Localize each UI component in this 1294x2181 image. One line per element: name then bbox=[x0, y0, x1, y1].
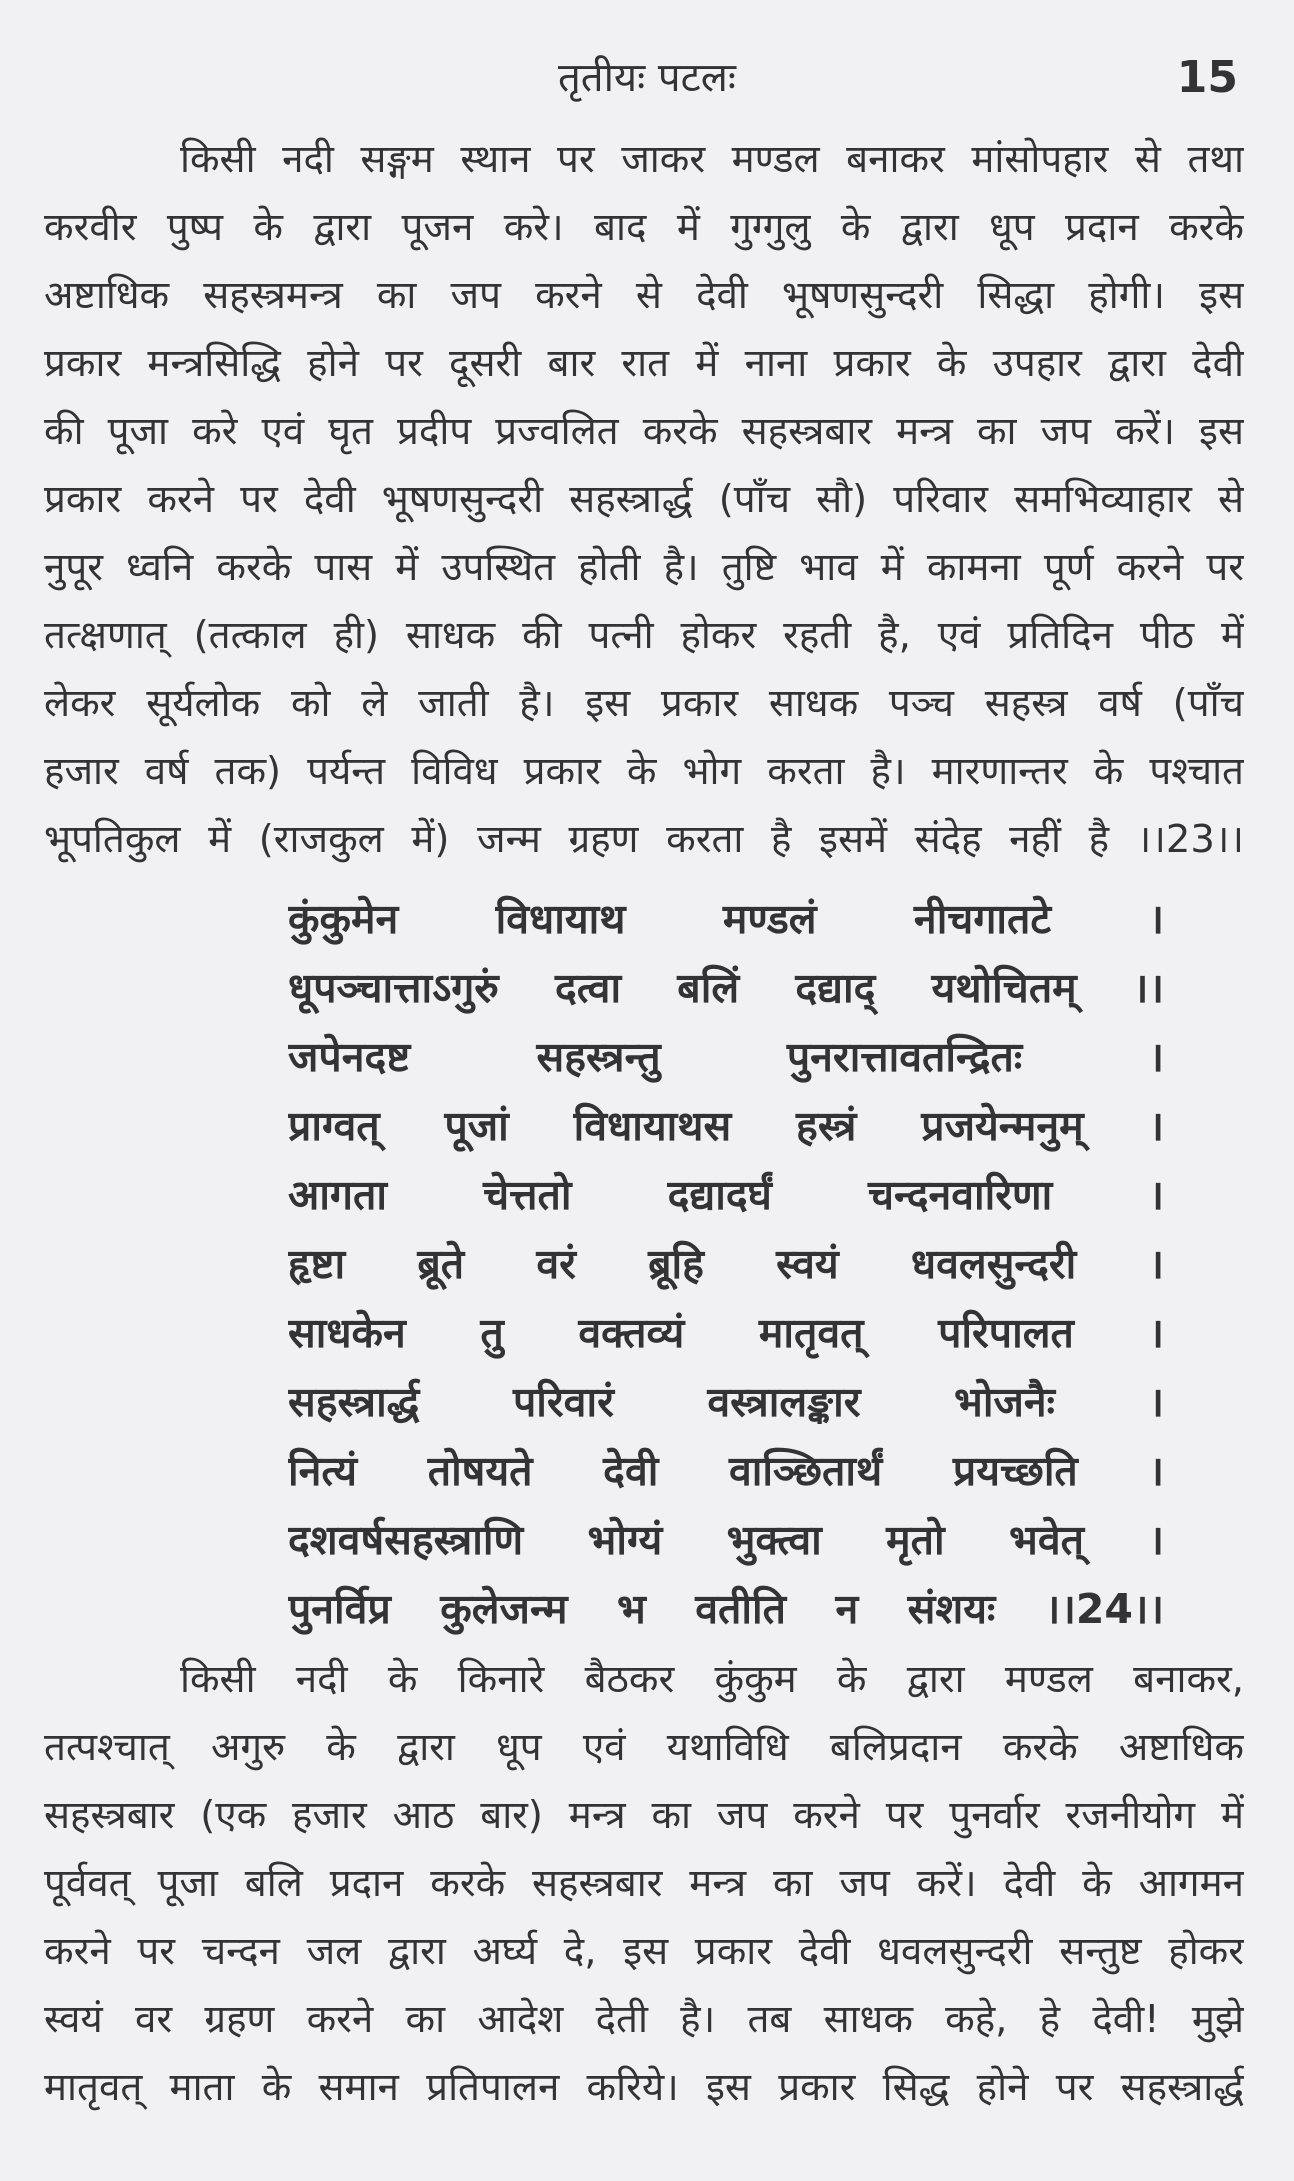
running-head bbox=[0, 48, 1294, 108]
text-line: हजार वर्ष तक) पर्यन्त विविध प्रकार के भोग करता है। मारणान्तर के पश्चात bbox=[44, 749, 1244, 794]
verse-line: सहस्त्रार्द्ध परिवारं वस्त्रालङ्कार भोजनैः । bbox=[288, 1378, 1164, 1426]
text-line: भूपतिकुल में (राजकुल में) जन्म ग्रहण करता है इसमें संदेह नहीं है ।।23।। bbox=[44, 817, 1244, 862]
verse-line: साधकेन तु वक्तव्यं मातृवत् परिपालत । bbox=[288, 1309, 1164, 1357]
commentary-paragraph-2 bbox=[44, 1646, 1244, 2122]
text-line: किसी नदी सङ्गम स्थान पर जाकर मण्डल बनाकर मांसोपहार से तथा bbox=[180, 137, 1244, 182]
verse-line: कुंकुमेन विधायाथ मण्डलं नीचगातटे । bbox=[288, 895, 1164, 943]
text-line: स्वयं वर ग्रहण करने का आदेश देती है। तब साधक कहे, हे देवी! मुझे bbox=[44, 1997, 1244, 2042]
text-line: किसी नदी के किनारे बैठकर कुंकुम के द्वारा मण्डल बनाकर, bbox=[180, 1657, 1244, 1702]
text-line: सहस्त्रबार (एक हजार आठ बार) मन्त्र का जप करने पर पुनर्वार रजनीयोग में bbox=[44, 1793, 1244, 1838]
text-line: प्रकार करने पर देवी भूषणसुन्दरी सहस्त्रार्द्ध (पाँच सौ) परिवार समभिव्याहार से bbox=[44, 477, 1244, 522]
text-line: तत्पश्चात् अगुरु के द्वारा धूप एवं यथाविधि बलिप्रदान करके अष्टाधिक bbox=[44, 1725, 1244, 1770]
text-line: प्रकार मन्त्रसिद्धि होने पर दूसरी बार रात में नाना प्रकार के उपहार द्वारा देवी bbox=[44, 341, 1244, 386]
verse-line: प्राग्वत् पूजां विधायाथस हस्त्रं प्रजयेन्मनुम् । bbox=[288, 1102, 1164, 1150]
verse-line: धूपञ्चात्ताऽगुरुं दत्वा बलिं दद्याद् यथोचितम् ।। bbox=[288, 964, 1164, 1012]
verse-line: जपेनदष्ट सहस्त्रन्तु पुनरात्तावतन्द्रितः । bbox=[288, 1033, 1164, 1081]
verse-line: आगता चेत्ततो दद्यादर्घं चन्दनवारिणा । bbox=[288, 1171, 1164, 1219]
verse-line: हृष्टा ब्रूते वरं ब्रूहि स्वयं धवलसुन्दरी । bbox=[288, 1240, 1164, 1288]
verse-line: पुनर्विप्र कुलेजन्म भ वतीति न संशयः ।।24।। bbox=[288, 1585, 1164, 1633]
text-line: की पूजा करे एवं घृत प्रदीप प्रज्वलित करके सहस्त्रबार मन्त्र का जप करें। इस bbox=[44, 409, 1244, 454]
text-line: करने पर चन्दन जल द्वारा अर्घ्य दे, इस प्रकार देवी धवलसुन्दरी सन्तुष्ट होकर bbox=[44, 1929, 1244, 1974]
text-line: नुपूर ध्वनि करके पास में उपस्थित होती है। तुष्टि भाव में कामना पूर्ण करने पर bbox=[44, 545, 1244, 590]
text-line: मातृवत् माता के समान प्रतिपालन करिये। इस प्रकार सिद्ध होने पर सहस्त्रार्द्ध bbox=[44, 2065, 1244, 2110]
text-line: पूर्ववत् पूजा बलि प्रदान करके सहस्त्रबार मन्त्र का जप करें। देवी के आगमन bbox=[44, 1861, 1244, 1906]
verse-line: दशवर्षसहस्त्राणि भोग्यं भुक्त्वा मृतो भवेत् । bbox=[288, 1516, 1164, 1564]
text-line: तत्क्षणात् (तत्काल ही) साधक की पत्नी होकर रहती है, एवं प्रतिदिन पीठ में bbox=[44, 613, 1244, 658]
text-line: लेकर सूर्यलोक को ले जाती है। इस प्रकार साधक पञ्च सहस्त्र वर्ष (पाँच bbox=[44, 681, 1244, 726]
verse-line: नित्यं तोषयते देवी वाञ्छितार्थं प्रयच्छति । bbox=[288, 1447, 1164, 1495]
text-line: अष्टाधिक सहस्त्रमन्त्र का जप करने से देवी भूषणसुन्दरी सिद्धा होगी। इस bbox=[44, 273, 1244, 318]
text-line: करवीर पुष्प के द्वारा पूजन करे। बाद में गुग्गुलु के द्वारा धूप प्रदान करके bbox=[44, 205, 1244, 250]
sanskrit-verse bbox=[288, 885, 1164, 1644]
commentary-paragraph-1 bbox=[44, 126, 1244, 874]
page-number: 15 bbox=[1176, 52, 1238, 103]
chapter-title: तृतीयः पटलः bbox=[557, 55, 737, 101]
